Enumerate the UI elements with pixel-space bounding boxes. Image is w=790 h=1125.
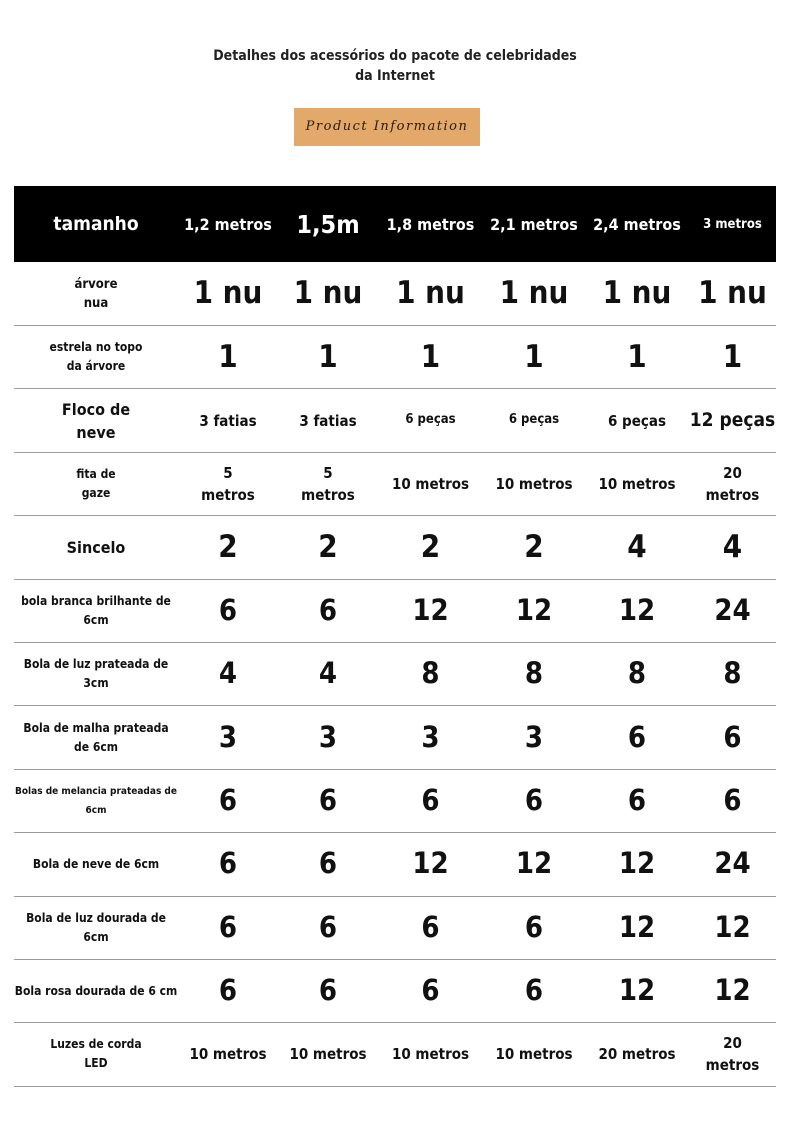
row-value: 6 [524, 782, 544, 817]
row-value: 6 [318, 846, 338, 881]
row-value: 1 nu [499, 275, 569, 312]
row-value: 6 [318, 782, 338, 817]
row-value: 12 [618, 909, 656, 944]
row-value: 20 metros [705, 1034, 760, 1075]
header-size-label: tamanho [53, 213, 139, 235]
row-value: 12 [714, 973, 751, 1008]
row-value: 10 metros [289, 1045, 367, 1064]
row-value: 6 peças [508, 412, 560, 428]
table-row [14, 833, 776, 896]
row-value: 4 [627, 529, 647, 566]
row-value: 6 [723, 782, 742, 817]
row-value: 1 nu [602, 275, 672, 312]
row-label: bola branca brilhante de 6cm [21, 593, 171, 627]
page-title [0, 46, 790, 86]
row-value: 6 peças [607, 411, 667, 430]
row-value: 8 [421, 656, 440, 691]
header-size-2-4m: 2,4 metros [593, 214, 681, 234]
row-value: 12 [618, 846, 656, 881]
row-value: 12 peças [689, 409, 776, 432]
row-value: 12 [714, 909, 751, 944]
row-value: 3 fatias [199, 411, 257, 430]
row-value: 2 [524, 529, 544, 566]
row-value: 3 [524, 719, 544, 754]
row-value: 6 [218, 846, 238, 881]
header-size-3m: 3 metros [703, 216, 762, 232]
row-label: Bola rosa dourada de 6 cm [14, 983, 178, 998]
table-row [14, 770, 776, 833]
row-value: 10 metros [598, 474, 676, 493]
accessories-table [14, 186, 776, 1087]
row-value: 6 [524, 909, 544, 944]
row-value: 1 [722, 339, 743, 376]
row-value: 6 [524, 973, 544, 1008]
row-value: 6 [218, 782, 238, 817]
row-value: 12 [618, 592, 656, 627]
header-size-2-1m: 2,1 metros [490, 214, 578, 234]
row-value: 20 metros [598, 1045, 676, 1064]
row-value: 6 [318, 909, 338, 944]
row-value: 1 [218, 339, 238, 376]
row-value: 3 [318, 719, 338, 754]
title-line-1: Detalhes dos acessórios do pacote de celebridades [213, 48, 577, 64]
table-row [14, 262, 776, 326]
row-value: 2 [318, 529, 338, 566]
row-value: 12 [412, 846, 449, 881]
row-value: 4 [218, 656, 238, 691]
product-information-badge: Product Information [294, 108, 480, 146]
row-value: 12 [412, 592, 449, 627]
row-value: 1 nu [698, 275, 767, 312]
row-label: fita de gaze [76, 466, 116, 500]
title-line-2: da Internet [355, 68, 435, 84]
row-value: 6 [318, 592, 338, 627]
row-value: 8 [627, 656, 647, 691]
row-label: árvore nua [74, 276, 118, 311]
row-value: 4 [318, 656, 338, 691]
header-size-1-8m: 1,8 metros [386, 214, 475, 234]
row-value: 6 peças [405, 412, 456, 428]
row-label: Bola de malha prateada de 6cm [23, 720, 169, 754]
header-size-1-5m: 1,5m [296, 209, 360, 239]
row-value: 12 [515, 592, 553, 627]
row-value: 8 [524, 656, 544, 691]
row-value: 10 metros [391, 474, 470, 493]
row-value: 1 nu [193, 275, 263, 312]
row-value: 6 [218, 909, 238, 944]
row-value: 10 metros [495, 1045, 573, 1064]
table-row [14, 516, 776, 579]
row-value: 4 [722, 529, 743, 566]
table-row [14, 960, 776, 1023]
row-label: Luzes de corda LED [50, 1037, 142, 1071]
row-value: 1 [420, 339, 441, 376]
row-value: 5 metros [201, 463, 255, 504]
row-value: 2 [420, 529, 441, 566]
table-row [14, 580, 776, 643]
row-label: estrela no topo da árvore [49, 340, 143, 374]
row-value: 1 [318, 339, 338, 376]
row-value: 6 [318, 973, 338, 1008]
table-row [14, 389, 776, 452]
row-value: 10 metros [391, 1045, 470, 1064]
row-value: 1 [627, 339, 647, 376]
row-label: Bola de luz prateada de 3cm [23, 657, 169, 691]
row-value: 6 [627, 719, 647, 754]
table-row [14, 643, 776, 706]
row-value: 5 metros [301, 463, 355, 504]
table-body [14, 262, 776, 1087]
row-value: 20 metros [705, 463, 760, 504]
table-row [14, 706, 776, 769]
row-value: 3 [218, 719, 238, 754]
table-header-row [14, 186, 776, 262]
row-value: 8 [723, 656, 742, 691]
row-value: 10 metros [495, 474, 573, 493]
row-value: 6 [218, 592, 238, 627]
table-row [14, 453, 776, 516]
table-row [14, 1023, 776, 1086]
row-value: 6 [627, 782, 647, 817]
row-value: 3 [421, 719, 440, 754]
row-label: Bolas de melancia prateadas de 6cm [15, 785, 177, 816]
table-row [14, 897, 776, 960]
row-value: 12 [515, 846, 553, 881]
row-value: 12 [618, 973, 656, 1008]
header-size-1-2m: 1,2 metros [184, 214, 272, 234]
row-value: 24 [714, 592, 751, 627]
row-value: 6 [421, 909, 440, 944]
row-value: 10 metros [189, 1045, 267, 1064]
row-value: 2 [218, 529, 238, 566]
row-value: 6 [218, 973, 238, 1008]
row-value: 1 [524, 339, 544, 376]
row-value: 3 fatias [299, 411, 357, 430]
row-label: Bola de luz dourada de 6cm [26, 910, 166, 944]
row-label: Floco de neve [61, 399, 131, 442]
row-value: 24 [714, 846, 751, 881]
row-value: 6 [421, 782, 440, 817]
row-value: 1 nu [293, 275, 363, 312]
row-value: 1 nu [396, 275, 465, 312]
row-value: 6 [421, 973, 440, 1008]
table-row [14, 326, 776, 389]
row-label: Bola de neve de 6cm [32, 856, 160, 871]
row-label: Sincelo [66, 537, 126, 557]
row-value: 6 [723, 719, 742, 754]
